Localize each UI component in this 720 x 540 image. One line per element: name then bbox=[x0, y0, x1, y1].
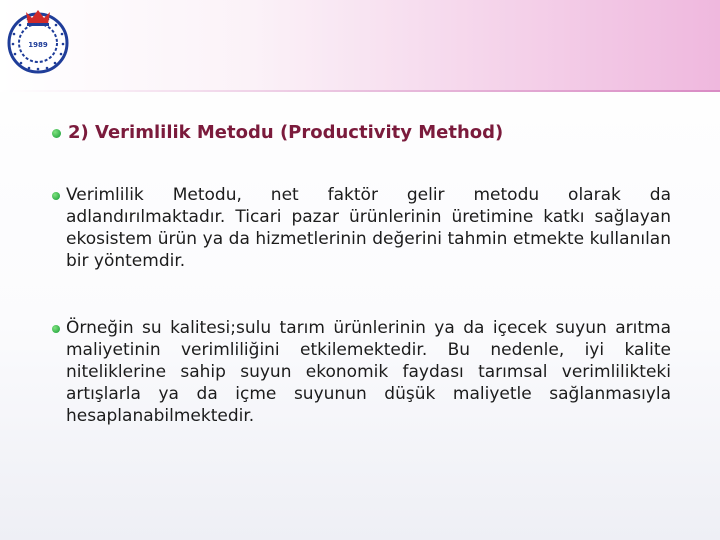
slide-heading: 2) Verimlilik Metodu (Productivity Method) bbox=[68, 122, 504, 143]
paragraph-1: Verimlilik Metodu, net faktör gelir metodu olarak da adlandırılmaktadır. Ticari pazar ürünlerinin üretimine katkı sağlayan ekosistem ürün ya da hizmetlerinin değerini tahmin etmekte kullanılan bir yöntemdir. bbox=[66, 185, 671, 271]
header-band bbox=[0, 0, 720, 92]
header-divider bbox=[0, 90, 720, 92]
bullet-icon bbox=[52, 325, 60, 333]
heading-bullet-icon bbox=[52, 129, 61, 138]
seal-year: 1989 bbox=[28, 41, 48, 49]
bullet-icon bbox=[52, 192, 60, 200]
paragraph-2: Örneğin su kalitesi;sulu tarım ürünlerinin ya da içecek suyun arıtma maliyetinin verimliliğini etkilemektedir. Bu nedenle, iyi kalite niteliklerine sahip suyun ekonomik faydası tarımsal verimlilikteki artışlarla ya da içme suyunun düşük maliyetle sağlanmasıyla hesaplanabilmektedir. bbox=[66, 318, 671, 426]
university-seal-icon bbox=[6, 6, 70, 76]
